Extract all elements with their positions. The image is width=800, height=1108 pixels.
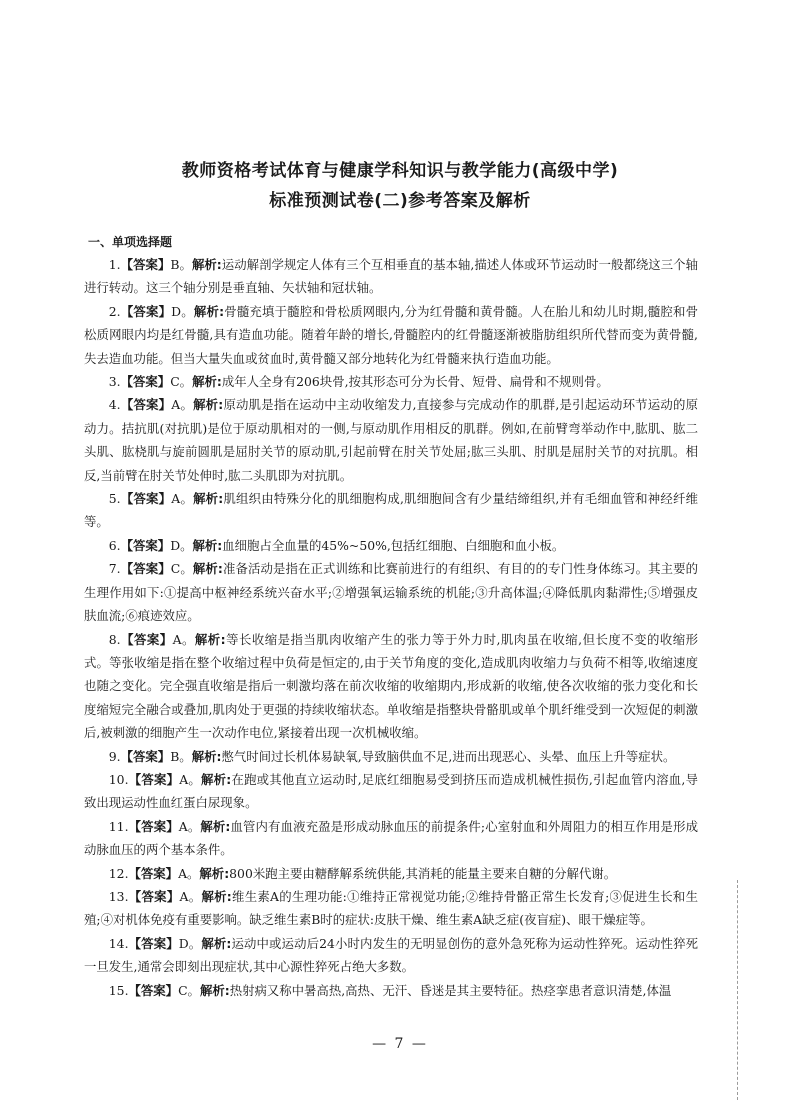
answer-value: A。 [179,771,202,787]
answer-label: 【答案】 [120,397,172,413]
analysis-text: 800米跑主要由糖酵解系统供能,其消耗的能量主要来自糖的分解代谢。 [229,865,617,881]
analysis-label: 解析: [193,303,225,319]
analysis-label: 解析: [193,397,224,413]
answer-list [84,253,698,1002]
binding-margin-line [737,880,738,1100]
answer-item [84,253,698,300]
analysis-label: 解析: [199,865,230,881]
answer-item [84,628,698,745]
item-number: 6. [108,537,121,553]
answer-value: D。 [171,303,194,319]
analysis-text: 在跑或其他直立运动时,足底红细胞易受到挤压而造成机械性损伤,引起血管内溶血,导致出现运动性血红蛋白尿现象。 [84,771,698,811]
analysis-label: 解析: [192,374,222,390]
answer-item [84,487,698,534]
analysis-text: 骨髓充填于髓腔和骨松质网眼内,分为红骨髓和黄骨髓。人在胎儿和幼儿时期,髓腔和骨松质网眼内均是红骨髓,具有造血功能。随着年龄的增长,骨髓腔内的红骨髓逐渐被脂肪组织所代替而变为黄骨髓,失去造血功能。但当大量失血或贫血时,黄骨髓又部分地转化为红骨髓来执行造血功能。 [84,303,698,366]
analysis-text: 原动肌是指在运动中主动收缩发力,直接参与完成动作的肌群,是引起运动环节运动的原动力。拮抗肌(对抗肌)是位于原动肌相对的一侧,与原动肌作用相反的肌群。例如,在前臂弯举动作中,肱肌、肱二头肌、肱桡肌与旋前圆肌是屈肘关节的原动肌,引起前臂在肘关节处屈;肱三头肌、肘肌是屈肘关节的对抗肌。相反,当前臂在肘关节处伸时,肱二头肌即为对抗肌。 [84,397,698,483]
answer-value: A。 [172,631,195,647]
item-number: 5. [108,491,121,507]
analysis-text: 憋气时间过长机体易缺氧,导致脑供血不足,进而出现恶心、头晕、血压上升等症状。 [221,748,676,764]
answer-item [84,862,698,885]
answer-label: 【答案】 [128,771,180,787]
analysis-text: 血管内有血液充盈是形成动脉血压的前提条件;心室射血和外周阻力的相互作用是形成动脉血压的两个基本条件。 [84,818,698,858]
answer-label: 【答案】 [120,374,171,390]
analysis-text: 热射病又称中暑高热,高热、无汗、昏迷是其主要特征。热痉挛患者意识清楚,体温 [229,982,672,998]
analysis-text: 肌组织由特殊分化的肌细胞构成,肌细胞间含有少量结缔组织,并有毛细血管和神经纤维等。 [84,491,698,530]
answer-label: 【答案】 [120,491,172,507]
answer-value: C。 [170,374,193,390]
item-number: 4. [108,397,121,413]
item-number: 11. [108,818,129,834]
analysis-label: 解析: [191,748,222,764]
answer-label: 【答案】 [120,748,171,764]
analysis-label: 解析: [200,818,231,834]
answer-label: 【答案】 [128,982,179,998]
item-number: 15. [108,982,129,998]
item-number: 9. [108,748,121,764]
section-heading: 一、单项选择题 [88,235,173,249]
answer-item [84,885,698,932]
analysis-label: 解析: [201,771,232,787]
answer-value: D。 [178,935,202,951]
answer-item [84,979,698,1002]
answer-item [84,370,698,393]
analysis-label: 解析: [199,982,230,998]
item-number: 8. [108,631,121,647]
item-number: 3. [108,374,121,390]
answer-item [84,815,698,862]
answer-label: 【答案】 [120,561,171,577]
answer-value: B。 [170,257,192,272]
answer-label: 【答案】 [120,257,171,272]
analysis-text: 运动解剖学规定人体有三个互相垂直的基本轴,描述人体或环节运动时一般都绕这三个轴进行转动。这三个轴分别是垂直轴、矢状轴和冠状轴。 [84,257,698,296]
answer-value: A。 [171,397,194,413]
answer-value: A。 [179,888,202,904]
item-number: 10. [108,771,129,787]
item-number: 13. [108,888,129,904]
analysis-text: 等长收缩是指当肌肉收缩产生的张力等于外力时,肌肉虽在收缩,但长度不变的收缩形式。等张收缩是指在整个收缩过程中负荷是恒定的,由于关节角度的变化,造成肌肉收缩力与负荷不相等,收缩速度也随之变化。完全强直收缩是指后一刺激均落在前次收缩的收缩期内,形成新的收缩,使各次收缩的张力变化和长度缩短完全融合或叠加,肌肉处于更强的持续收缩状态。单收缩是指整块骨骼肌或单个肌纤维受到一次短促的刺激后,被刺激的细胞产生一次动作电位,紧接着出现一次机械收缩。 [84,631,698,741]
document-title-line-1: 教师资格考试体育与健康学科知识与教学能力(高级中学) [181,161,619,181]
answer-label: 【答案】 [128,888,180,904]
analysis-label: 解析: [193,491,224,507]
answer-item [84,534,698,557]
answer-label: 【答案】 [120,537,171,553]
analysis-label: 解析: [201,888,232,904]
item-number: 2. [108,303,121,319]
page-number: — 7 — [372,1036,428,1052]
answer-item [84,557,698,627]
analysis-text: 血细胞占全血量的45%~50%,包括红细胞、白细胞和血小板。 [222,537,565,553]
answer-item [84,300,698,370]
analysis-label: 解析: [194,631,226,647]
answer-item [84,768,698,815]
document-title-line-2: 标准预测试卷(二)参考答案及解析 [269,191,531,211]
answer-value: D。 [170,537,193,553]
analysis-text: 维生素A的生理功能:①维持正常视觉功能;②维持骨骼正常生长发育;③促进生长和生殖;④对机体免疫有重要影响。缺乏维生素B时的症状:皮肤干燥、维生素A缺乏症(夜盲症)、眼干燥症等。 [84,888,699,928]
answer-item [84,745,698,768]
analysis-label: 解析: [191,257,222,272]
answer-item [84,393,698,487]
analysis-label: 解析: [192,561,223,577]
answer-label: 【答案】 [128,935,179,951]
answer-value: B。 [170,748,192,764]
item-number: 12. [108,865,129,881]
analysis-label: 解析: [201,935,232,951]
answer-value: C。 [178,982,200,998]
answer-value: A。 [178,865,200,881]
analysis-text: 运动中或运动后24小时内发生的无明显创伤的意外急死称为运动性猝死。运动性猝死一旦发生,通常会即刻出现症状,其中心源性猝死占绝大多数。 [84,935,698,975]
item-number: 14. [108,935,129,951]
item-number: 7. [108,561,121,577]
answer-item [84,932,698,979]
answer-label: 【答案】 [128,865,179,881]
answer-value: A。 [178,818,201,834]
analysis-text: 成年人全身有206块骨,按其形态可分为长骨、短骨、扁骨和不规则骨。 [221,374,609,390]
analysis-label: 解析: [192,537,223,553]
analysis-text: 准备活动是指在正式训练和比赛前进行的有组织、有目的的专门性身体练习。其主要的生理作用如下:①提高中枢神经系统兴奋水平;②增强氧运输系统的机能;③升高体温;④降低肌肉黏滞性;⑤增强皮肤血流;⑥痕迹效应。 [84,561,699,624]
answer-label: 【答案】 [120,303,172,319]
answer-label: 【答案】 [128,818,179,834]
answer-value: C。 [170,561,193,577]
answer-value: A。 [171,491,194,507]
answer-label: 【答案】 [120,631,173,647]
item-number: 1. [108,257,121,272]
